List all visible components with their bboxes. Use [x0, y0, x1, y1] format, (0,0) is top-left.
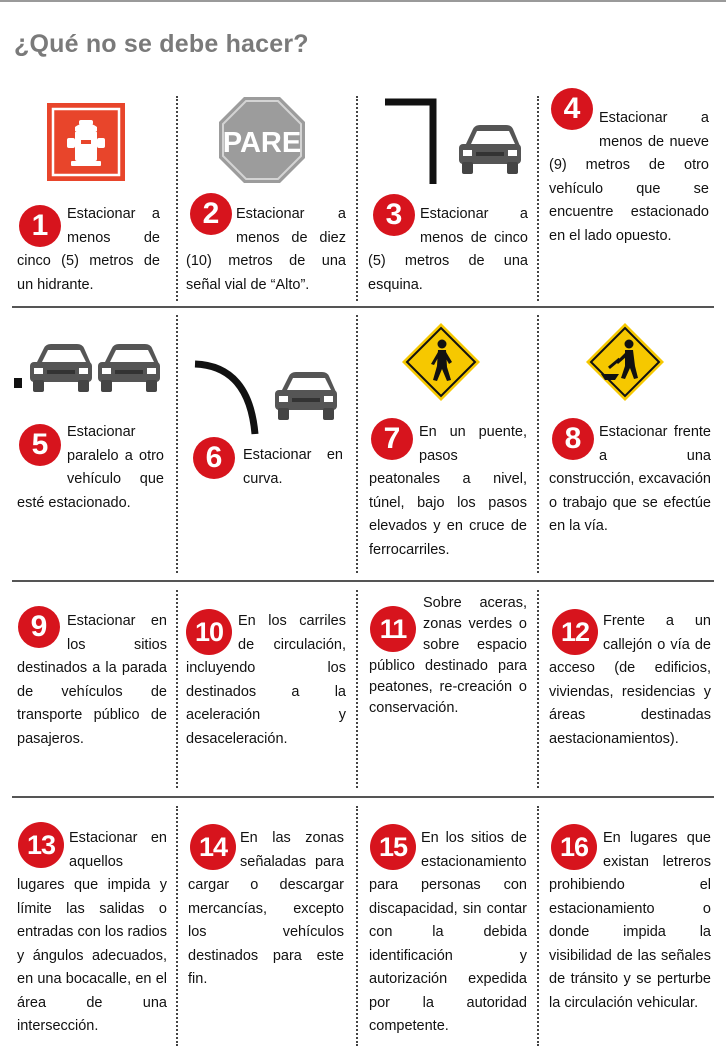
page-title: ¿Qué no se debe hacer? [14, 30, 309, 58]
column-divider [176, 806, 178, 1046]
item-number-badge: 11 [370, 606, 416, 652]
item-text: En los carriles de circulación, incluyendo los destinados a la aceleración y desaceleración. [186, 613, 346, 747]
column-divider [356, 590, 358, 788]
row-divider [12, 796, 714, 798]
stop-sign-text: PARE [222, 127, 302, 159]
item-text: Estacionar en los sitios destinados a la parada de vehículos de transporte público de pasajeros. [17, 613, 167, 747]
item-number-badge: 14 [190, 824, 236, 870]
fire-hydrant-icon [47, 103, 125, 181]
curve-road-icon [193, 356, 343, 436]
column-divider [537, 806, 539, 1046]
street-corner-icon [383, 98, 523, 186]
row-divider [12, 580, 714, 582]
item-number-badge: 1 [19, 205, 61, 247]
item-text: En lugares que existan letreros prohibiendo el estacionamiento o donde impida la visibilidad de las señales de tránsito y se perturbe la circulación vehicular. [549, 830, 711, 1011]
car-icon [98, 344, 160, 392]
car-icon [275, 372, 337, 420]
column-divider [537, 315, 539, 573]
item-number-badge: 7 [371, 418, 413, 460]
item-text: En las zonas señaladas para cargar o descargar mercancías, excepto los vehículos destinados para este fin. [188, 830, 344, 987]
column-divider [176, 315, 178, 573]
item-text: Estacionar en aquellos lugares que impida y límite las salidas o entradas con los radios y ángulos adecuados, en una bocacalle, en el área de una intersección. [17, 830, 167, 1034]
item-number-badge: 5 [19, 424, 61, 466]
item-text: Estacionar a menos de nueve (9) metros de otro vehículo que se encuentre estacionado en el lado opuesto. [549, 110, 709, 244]
item-number-badge: 8 [552, 418, 594, 460]
pedestrian-sign-icon [401, 322, 481, 402]
item-text: Sobre aceras, zonas verdes o sobre espacio público destinado para peatones, re-creación o conservación. [369, 595, 527, 716]
item-number-badge: 4 [551, 88, 593, 130]
column-divider [176, 96, 178, 301]
column-divider [537, 96, 539, 301]
column-divider [356, 315, 358, 573]
item-number-badge: 10 [186, 609, 232, 655]
parallel-cars-icon [14, 340, 164, 398]
car-icon [459, 125, 521, 174]
row-divider [12, 306, 714, 308]
stop-sign-icon [218, 96, 306, 184]
item-text: Estacionar a menos de cinco (5) metros de un hidrante. [17, 206, 160, 293]
item-number-badge: 15 [370, 824, 416, 870]
construction-sign-icon [585, 322, 665, 402]
item-text: Frente a un callejón o vía de acceso (de edificios, viviendas, residencias y áreas destinadas aestacionamientos). [549, 613, 711, 747]
item-text: Estacionar paralelo a otro vehículo que esté estacionado. [17, 424, 164, 511]
top-rule [0, 0, 726, 2]
item-text: Estacionar en curva. [243, 447, 343, 487]
column-divider [356, 806, 358, 1046]
item-text: En un puente, pasos peatonales a nivel, túnel, bajo los pasos elevados y en cruce de ferrocarriles. [369, 424, 527, 558]
item-number-badge: 12 [552, 609, 598, 655]
item-number-badge: 13 [18, 822, 64, 868]
car-icon [30, 344, 92, 392]
item-text: Estacionar frente a una construcción, excavación o trabajo que se efectúe en la vía. [549, 424, 711, 534]
item-text: En los sitios de estacionamiento para personas con discapacidad, sin contar con la debida identificación y autorización expedida por la autoridad competente. [369, 830, 527, 1034]
item-number-badge: 6 [193, 437, 235, 479]
item-number-badge: 3 [373, 194, 415, 236]
item-text: Estacionar a menos de cinco (5) metros de una esquina. [368, 206, 528, 293]
item-text: Estacionar a menos de diez (10) metros de una señal vial de “Alto”. [186, 206, 346, 293]
column-divider [356, 96, 358, 301]
item-number-badge: 16 [551, 824, 597, 870]
column-divider [537, 590, 539, 788]
column-divider [176, 590, 178, 788]
item-number-badge: 2 [190, 193, 232, 235]
item-number-badge: 9 [18, 606, 60, 648]
